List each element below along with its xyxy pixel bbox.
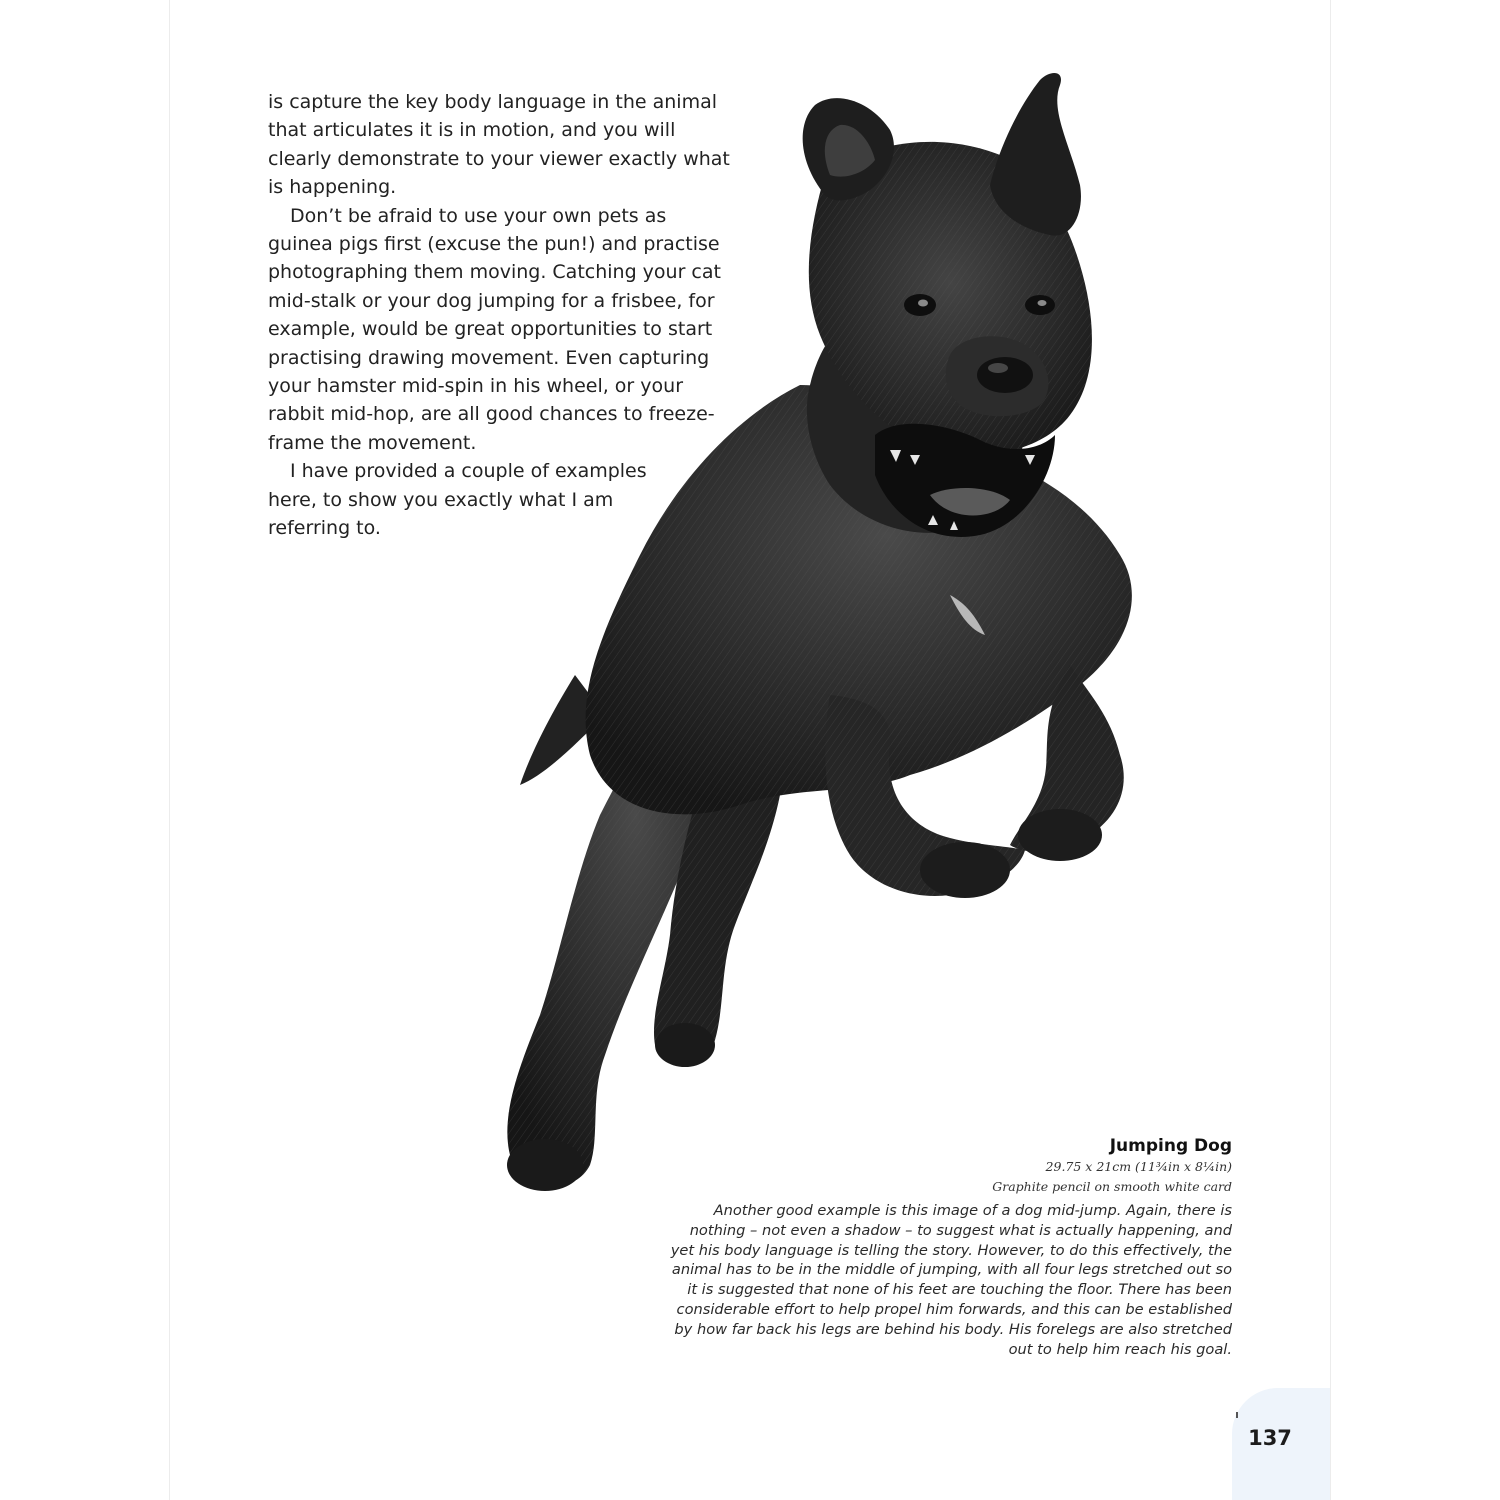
- nose: [977, 357, 1033, 393]
- front-paw-right: [1018, 809, 1102, 861]
- caption-line: nothing – not even a shadow – to suggest what is actually happening, and: [689, 1221, 1232, 1239]
- body-line: frame the movement.: [268, 431, 477, 454]
- caption-description: [632, 1201, 1232, 1359]
- figure-caption: [632, 1135, 1232, 1359]
- body-line: I have provided a couple of examples: [290, 460, 647, 483]
- rear-paw: [507, 1139, 583, 1191]
- body-line: rabbit mid-hop, are all good chances to freeze-: [268, 403, 715, 426]
- body-line: photographing them moving. Catching your cat: [268, 261, 721, 284]
- body-line: example, would be great opportunities to start: [268, 318, 713, 341]
- page-number: 137: [1248, 1426, 1292, 1450]
- body-line: that articulates it is in motion, and you will: [268, 119, 676, 142]
- right-ear: [990, 73, 1081, 236]
- caption-line: it is suggested that none of his feet are touching the floor. There has been: [687, 1281, 1232, 1299]
- body-line: here, to show you exactly what I am: [268, 488, 614, 511]
- body-line: is capture the key body language in the animal: [268, 91, 718, 113]
- body-line: Don’t be afraid to use your own pets as: [290, 204, 667, 227]
- caption-line: yet his body language is telling the story. However, to do this effectively, the: [670, 1241, 1232, 1259]
- body-line: guinea pigs first (excuse the pun!) and practise: [268, 233, 720, 256]
- caption-line: by how far back his legs are behind his body. His forelegs are also stretched: [674, 1320, 1232, 1338]
- jumping-dog-illustration: [480, 55, 1200, 1215]
- front-paw-left: [920, 842, 1010, 898]
- body-line: practising drawing movement. Even capturing: [268, 346, 710, 369]
- body-line: referring to.: [268, 517, 381, 540]
- body-line: mid-stalk or your dog jumping for a frisbee, for: [268, 289, 715, 312]
- caption-title: Jumping Dog: [1109, 1136, 1232, 1156]
- caption-medium: Graphite pencil on smooth white card: [992, 1179, 1232, 1194]
- rear-paw-near: [655, 1023, 715, 1067]
- body-line: your hamster mid-spin in his wheel, or your: [268, 375, 684, 398]
- body-line: is happening.: [268, 176, 397, 199]
- caption-line: animal has to be in the middle of jumping, with all four legs stretched out so: [671, 1261, 1232, 1279]
- body-line: clearly demonstrate to your viewer exactly what: [268, 147, 730, 170]
- caption-line: considerable effort to help propel him forwards, and this can be established: [676, 1300, 1232, 1318]
- margin-mark: [1236, 1412, 1238, 1418]
- caption-line: Another good example is this image of a dog mid-jump. Again, there is: [713, 1202, 1232, 1219]
- caption-dimensions: 29.75 x 21cm (11¾in x 8¼in): [1045, 1159, 1232, 1174]
- caption-line: out to help him reach his goal.: [1008, 1340, 1232, 1358]
